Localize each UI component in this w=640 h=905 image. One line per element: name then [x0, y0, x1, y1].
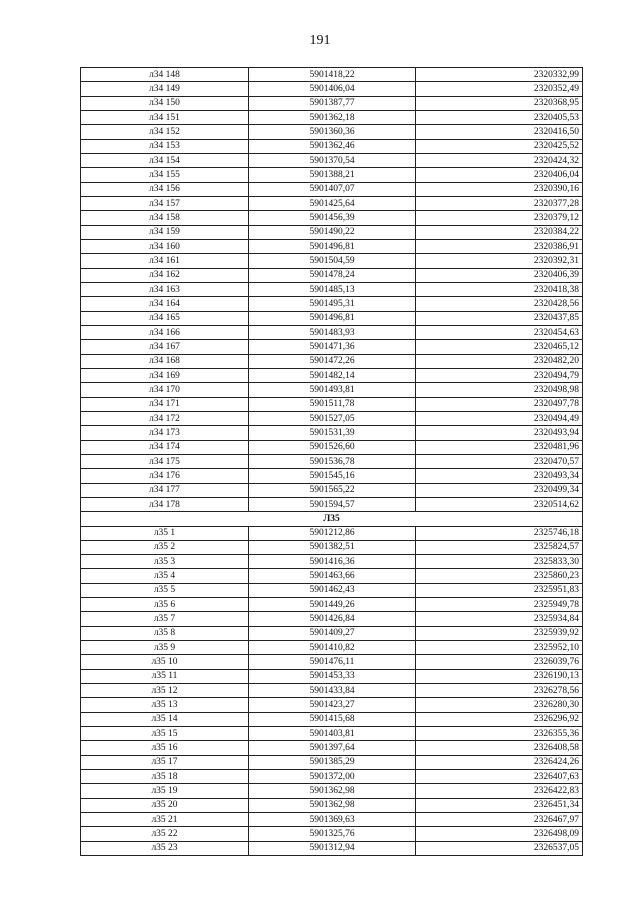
y-coordinate-cell: 2326407,63	[416, 770, 583, 784]
y-coordinate-cell: 2320424,32	[416, 153, 583, 167]
x-coordinate-cell: 5901495,31	[249, 297, 416, 311]
table-row	[81, 540, 583, 554]
point-label-cell: л35 10	[81, 655, 249, 669]
table-row	[81, 827, 583, 841]
table-row	[81, 125, 583, 139]
table-row	[81, 669, 583, 683]
table-row	[81, 311, 583, 325]
point-label-cell: л34 171	[81, 397, 249, 411]
x-coordinate-cell: 5901410,82	[249, 641, 416, 655]
y-coordinate-cell: 2320482,20	[416, 354, 583, 368]
table-row	[81, 454, 583, 468]
point-label-cell: л35 8	[81, 626, 249, 640]
table-row	[81, 712, 583, 726]
point-label-cell: л34 162	[81, 268, 249, 282]
y-coordinate-cell: 2320481,96	[416, 440, 583, 454]
y-coordinate-cell: 2325934,84	[416, 612, 583, 626]
y-coordinate-cell: 2320405,53	[416, 110, 583, 124]
point-label-cell: л34 165	[81, 311, 249, 325]
x-coordinate-cell: 5901527,05	[249, 411, 416, 425]
table-row	[81, 397, 583, 411]
x-coordinate-cell: 5901490,22	[249, 225, 416, 239]
y-coordinate-cell: 2326451,34	[416, 798, 583, 812]
point-label-cell: л35 22	[81, 827, 249, 841]
table-row	[81, 497, 583, 511]
x-coordinate-cell: 5901415,68	[249, 712, 416, 726]
table-row	[81, 813, 583, 827]
x-coordinate-cell: 5901485,13	[249, 282, 416, 296]
table-row	[81, 340, 583, 354]
table-row	[81, 612, 583, 626]
page-number: 191	[309, 33, 331, 48]
x-coordinate-cell: 5901463,66	[249, 569, 416, 583]
table-row	[81, 741, 583, 755]
point-label-cell: л34 169	[81, 368, 249, 382]
y-coordinate-cell: 2326422,83	[416, 784, 583, 798]
table-row	[81, 469, 583, 483]
table-row	[81, 196, 583, 210]
y-coordinate-cell: 2320494,79	[416, 368, 583, 382]
y-coordinate-cell: 2325952,10	[416, 641, 583, 655]
point-label-cell: л34 148	[81, 68, 249, 82]
y-coordinate-cell: 2326280,30	[416, 698, 583, 712]
x-coordinate-cell: 5901369,63	[249, 813, 416, 827]
x-coordinate-cell: 5901449,26	[249, 598, 416, 612]
y-coordinate-cell: 2326537,05	[416, 841, 583, 855]
table-row	[81, 368, 583, 382]
y-coordinate-cell: 2320437,85	[416, 311, 583, 325]
point-label-cell: л35 15	[81, 727, 249, 741]
point-label-cell: л35 2	[81, 540, 249, 554]
point-label-cell: л34 158	[81, 211, 249, 225]
x-coordinate-cell: 5901496,81	[249, 311, 416, 325]
table-row	[81, 784, 583, 798]
table-row	[81, 684, 583, 698]
y-coordinate-cell: 2320406,39	[416, 268, 583, 282]
point-label-cell: л35 17	[81, 755, 249, 769]
y-coordinate-cell: 2326039,76	[416, 655, 583, 669]
x-coordinate-cell: 5901433,84	[249, 684, 416, 698]
point-label-cell: л34 155	[81, 168, 249, 182]
x-coordinate-cell: 5901511,78	[249, 397, 416, 411]
y-coordinate-cell: 2320418,38	[416, 282, 583, 296]
x-coordinate-cell: 5901362,98	[249, 798, 416, 812]
y-coordinate-cell: 2320493,34	[416, 469, 583, 483]
point-label-cell: л34 174	[81, 440, 249, 454]
table-row	[81, 426, 583, 440]
y-coordinate-cell: 2325949,78	[416, 598, 583, 612]
y-coordinate-cell: 2320352,49	[416, 82, 583, 96]
table-row	[81, 583, 583, 597]
y-coordinate-cell: 2320493,94	[416, 426, 583, 440]
x-coordinate-cell: 5901531,39	[249, 426, 416, 440]
x-coordinate-cell: 5901453,33	[249, 669, 416, 683]
x-coordinate-cell: 5901483,93	[249, 325, 416, 339]
y-coordinate-cell: 2320465,12	[416, 340, 583, 354]
point-label-cell: л34 149	[81, 82, 249, 96]
table-row	[81, 110, 583, 124]
point-label-cell: л35 7	[81, 612, 249, 626]
table-row	[81, 297, 583, 311]
point-label-cell: л35 19	[81, 784, 249, 798]
table-row	[81, 727, 583, 741]
x-coordinate-cell: 5901594,57	[249, 497, 416, 511]
section-title: Л35	[81, 512, 583, 526]
coordinates-table	[80, 67, 583, 856]
y-coordinate-cell: 2325860,23	[416, 569, 583, 583]
table-row	[81, 555, 583, 569]
x-coordinate-cell: 5901526,60	[249, 440, 416, 454]
point-label-cell: л34 151	[81, 110, 249, 124]
table-row	[81, 82, 583, 96]
y-coordinate-cell: 2320390,16	[416, 182, 583, 196]
y-coordinate-cell: 2325746,18	[416, 526, 583, 540]
point-label-cell: л34 153	[81, 139, 249, 153]
point-label-cell: л35 18	[81, 770, 249, 784]
point-label-cell: л34 172	[81, 411, 249, 425]
table-row	[81, 239, 583, 253]
table-row	[81, 383, 583, 397]
x-coordinate-cell: 5901462,43	[249, 583, 416, 597]
y-coordinate-cell: 2320386,91	[416, 239, 583, 253]
table-row	[81, 655, 583, 669]
y-coordinate-cell: 2325833,30	[416, 555, 583, 569]
point-label-cell: л35 12	[81, 684, 249, 698]
section-header-row	[81, 512, 583, 526]
x-coordinate-cell: 5901362,46	[249, 139, 416, 153]
table-row	[81, 354, 583, 368]
table-row	[81, 798, 583, 812]
y-coordinate-cell: 2325939,92	[416, 626, 583, 640]
table-row	[81, 96, 583, 110]
table-row	[81, 755, 583, 769]
table-row	[81, 182, 583, 196]
table-row	[81, 526, 583, 540]
y-coordinate-cell: 2320498,98	[416, 383, 583, 397]
table-row	[81, 211, 583, 225]
table-row	[81, 770, 583, 784]
x-coordinate-cell: 5901482,14	[249, 368, 416, 382]
y-coordinate-cell: 2320514,62	[416, 497, 583, 511]
table-row	[81, 598, 583, 612]
point-label-cell: л34 160	[81, 239, 249, 253]
x-coordinate-cell: 5901565,22	[249, 483, 416, 497]
point-label-cell: л34 152	[81, 125, 249, 139]
point-label-cell: л35 14	[81, 712, 249, 726]
table-row	[81, 282, 583, 296]
y-coordinate-cell: 2320497,78	[416, 397, 583, 411]
x-coordinate-cell: 5901418,22	[249, 68, 416, 82]
x-coordinate-cell: 5901478,24	[249, 268, 416, 282]
point-label-cell: л35 13	[81, 698, 249, 712]
x-coordinate-cell: 5901362,98	[249, 784, 416, 798]
y-coordinate-cell: 2320332,99	[416, 68, 583, 82]
table-row	[81, 268, 583, 282]
table-row	[81, 440, 583, 454]
y-coordinate-cell: 2320384,22	[416, 225, 583, 239]
table-row	[81, 254, 583, 268]
point-label-cell: л34 154	[81, 153, 249, 167]
y-coordinate-cell: 2326424,26	[416, 755, 583, 769]
point-label-cell: л34 177	[81, 483, 249, 497]
point-label-cell: л35 20	[81, 798, 249, 812]
table-row	[81, 626, 583, 640]
x-coordinate-cell: 5901504,59	[249, 254, 416, 268]
point-label-cell: л34 164	[81, 297, 249, 311]
y-coordinate-cell: 2320392,31	[416, 254, 583, 268]
table-row	[81, 139, 583, 153]
x-coordinate-cell: 5901372,00	[249, 770, 416, 784]
x-coordinate-cell: 5901456,39	[249, 211, 416, 225]
table-row	[81, 483, 583, 497]
point-label-cell: л35 5	[81, 583, 249, 597]
point-label-cell: л35 16	[81, 741, 249, 755]
x-coordinate-cell: 5901325,76	[249, 827, 416, 841]
y-coordinate-cell: 2320494,49	[416, 411, 583, 425]
y-coordinate-cell: 2320416,50	[416, 125, 583, 139]
x-coordinate-cell: 5901493,81	[249, 383, 416, 397]
x-coordinate-cell: 5901403,81	[249, 727, 416, 741]
table-row	[81, 698, 583, 712]
x-coordinate-cell: 5901362,18	[249, 110, 416, 124]
x-coordinate-cell: 5901388,21	[249, 168, 416, 182]
x-coordinate-cell: 5901312,94	[249, 841, 416, 855]
point-label-cell: л34 161	[81, 254, 249, 268]
table-row	[81, 569, 583, 583]
y-coordinate-cell: 2326355,36	[416, 727, 583, 741]
point-label-cell: л35 11	[81, 669, 249, 683]
table-row	[81, 641, 583, 655]
point-label-cell: л34 176	[81, 469, 249, 483]
table-row	[81, 325, 583, 339]
point-label-cell: л34 163	[81, 282, 249, 296]
point-label-cell: л35 4	[81, 569, 249, 583]
point-label-cell: л34 178	[81, 497, 249, 511]
x-coordinate-cell: 5901426,84	[249, 612, 416, 626]
y-coordinate-cell: 2320470,57	[416, 454, 583, 468]
point-label-cell: л34 157	[81, 196, 249, 210]
coordinates-table-body	[81, 68, 583, 856]
point-label-cell: л34 159	[81, 225, 249, 239]
point-label-cell: л35 9	[81, 641, 249, 655]
x-coordinate-cell: 5901382,51	[249, 540, 416, 554]
y-coordinate-cell: 2320499,34	[416, 483, 583, 497]
y-coordinate-cell: 2325824,57	[416, 540, 583, 554]
x-coordinate-cell: 5901370,54	[249, 153, 416, 167]
x-coordinate-cell: 5901407,07	[249, 182, 416, 196]
x-coordinate-cell: 5901471,36	[249, 340, 416, 354]
point-label-cell: л34 166	[81, 325, 249, 339]
x-coordinate-cell: 5901545,16	[249, 469, 416, 483]
table-row	[81, 841, 583, 855]
point-label-cell: л34 170	[81, 383, 249, 397]
point-label-cell: л34 173	[81, 426, 249, 440]
y-coordinate-cell: 2320379,12	[416, 211, 583, 225]
y-coordinate-cell: 2320454,63	[416, 325, 583, 339]
point-label-cell: л35 1	[81, 526, 249, 540]
x-coordinate-cell: 5901472,26	[249, 354, 416, 368]
table-row	[81, 168, 583, 182]
x-coordinate-cell: 5901416,36	[249, 555, 416, 569]
point-label-cell: л35 21	[81, 813, 249, 827]
x-coordinate-cell: 5901406,04	[249, 82, 416, 96]
point-label-cell: л35 6	[81, 598, 249, 612]
x-coordinate-cell: 5901496,81	[249, 239, 416, 253]
x-coordinate-cell: 5901423,27	[249, 698, 416, 712]
point-label-cell: л34 167	[81, 340, 249, 354]
y-coordinate-cell: 2320425,52	[416, 139, 583, 153]
point-label-cell: л35 23	[81, 841, 249, 855]
x-coordinate-cell: 5901360,36	[249, 125, 416, 139]
y-coordinate-cell: 2320377,28	[416, 196, 583, 210]
x-coordinate-cell: 5901476,11	[249, 655, 416, 669]
point-label-cell: л35 3	[81, 555, 249, 569]
y-coordinate-cell: 2320406,04	[416, 168, 583, 182]
x-coordinate-cell: 5901397,64	[249, 741, 416, 755]
table-row	[81, 411, 583, 425]
y-coordinate-cell: 2326408,58	[416, 741, 583, 755]
x-coordinate-cell: 5901212,86	[249, 526, 416, 540]
table-row	[81, 225, 583, 239]
x-coordinate-cell: 5901425,64	[249, 196, 416, 210]
y-coordinate-cell: 2326190,13	[416, 669, 583, 683]
point-label-cell: л34 150	[81, 96, 249, 110]
x-coordinate-cell: 5901387,77	[249, 96, 416, 110]
table-row	[81, 68, 583, 82]
x-coordinate-cell: 5901409,27	[249, 626, 416, 640]
point-label-cell: л34 156	[81, 182, 249, 196]
point-label-cell: л34 175	[81, 454, 249, 468]
y-coordinate-cell: 2320428,56	[416, 297, 583, 311]
point-label-cell: л34 168	[81, 354, 249, 368]
y-coordinate-cell: 2326498,09	[416, 827, 583, 841]
x-coordinate-cell: 5901385,29	[249, 755, 416, 769]
y-coordinate-cell: 2325951,83	[416, 583, 583, 597]
y-coordinate-cell: 2320368,95	[416, 96, 583, 110]
x-coordinate-cell: 5901536,78	[249, 454, 416, 468]
y-coordinate-cell: 2326296,92	[416, 712, 583, 726]
table-row	[81, 153, 583, 167]
y-coordinate-cell: 2326278,56	[416, 684, 583, 698]
y-coordinate-cell: 2326467,97	[416, 813, 583, 827]
